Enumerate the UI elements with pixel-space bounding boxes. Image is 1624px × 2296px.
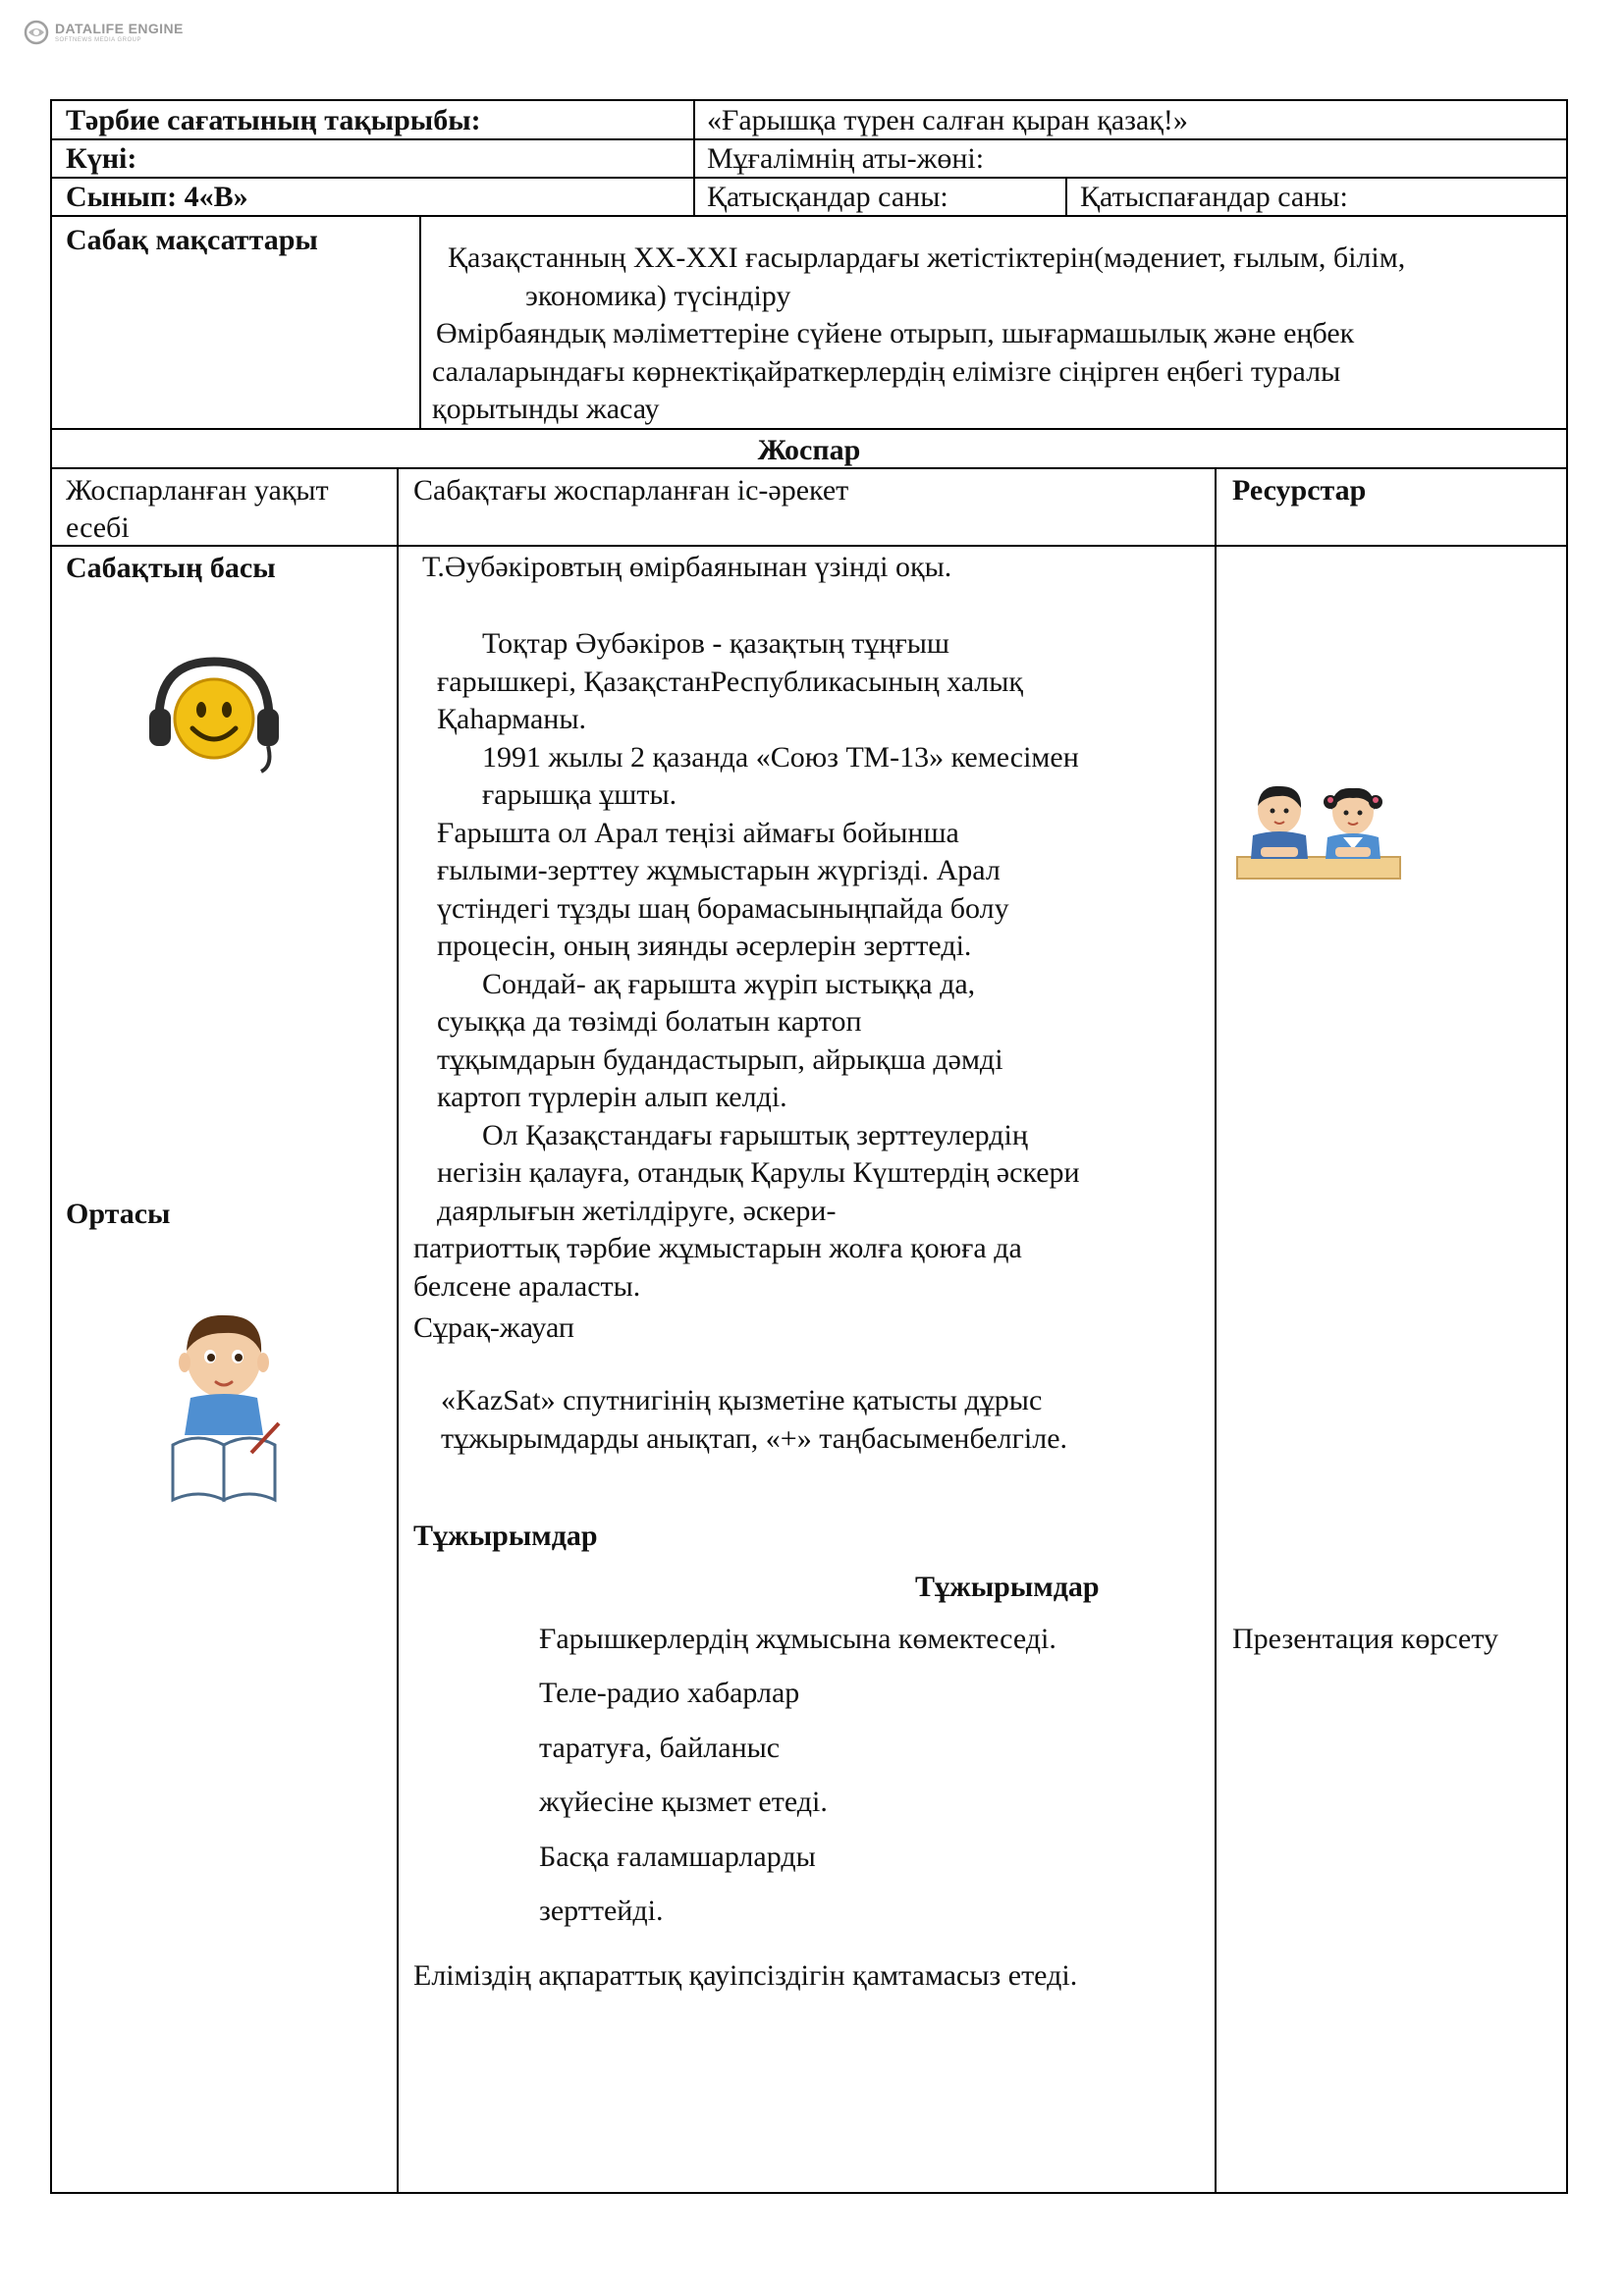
col-divider — [693, 99, 695, 217]
watermark — [24, 20, 184, 45]
table-border-left — [50, 99, 52, 2194]
col-header-time-1: Жоспарланған уақыт — [66, 474, 329, 507]
bio-line: ғарышқа ұшты. — [482, 778, 677, 811]
topic-label: Тәрбие сағатының тақырыбы: — [66, 104, 481, 136]
teacher-label: Мұғалімнің аты-жөні: — [707, 142, 985, 175]
headphones-smiley-image — [145, 656, 283, 777]
intro-text: Т.Әубәкіровтың өмірбаянынан үзінді оқы. — [422, 551, 952, 583]
present-count-label: Қатысқандар саны: — [707, 181, 948, 213]
eye-logo-icon — [24, 20, 49, 45]
bio-line: ғылыми-зерттеу жұмыстарын жүргізді. Арал — [437, 854, 1001, 886]
plan-title: Жоспар — [757, 434, 861, 466]
bio-line: Ол Қазақстандағы ғарыштық зерттеулердің — [482, 1118, 1028, 1151]
objective-line: экономика) түсіндіру — [525, 279, 791, 312]
statements-heading: Тұжырымдар — [413, 1520, 598, 1552]
watermark-title: DATALIFE ENGINE — [55, 21, 184, 36]
statement-item: зерттейді. — [539, 1895, 664, 1927]
qa-label: Сұрақ-жауап — [413, 1311, 574, 1344]
objective-line: Өмірбаяндық мәліметтеріне сүйене отырып, шығармашылық және еңбек — [436, 317, 1355, 349]
boy-reading-image — [165, 1308, 288, 1509]
row-divider — [50, 545, 1568, 547]
watermark-subtitle: SOFTNEWS MEDIA GROUP — [55, 37, 142, 43]
bio-line: тұқымдарын будандастырып, айрықша дәмді — [437, 1042, 1003, 1076]
task-line: «KazSat» спутнигінің қызметіне қатысты дұрыс — [441, 1384, 1043, 1416]
bio-text — [413, 625, 1080, 1306]
col-divider — [419, 215, 421, 430]
date-label: Күні: — [66, 142, 137, 175]
stage-start-label: Сабақтың басы — [66, 552, 276, 584]
bio-line: процесін, оның зиянды әсерлерін зерттеді. — [437, 930, 972, 962]
bio-line: Ғарышта ол Арал теңізі аймағы бойынша — [437, 816, 959, 849]
objectives-text — [432, 240, 1405, 429]
statement-item: жүйесіне қызмет етеді. — [539, 1786, 828, 1818]
bio-line: белсене араласты. — [413, 1269, 641, 1303]
task-text — [441, 1382, 1067, 1458]
col-divider — [1215, 467, 1217, 2194]
statement-item: Басқа ғаламшарларды — [539, 1841, 816, 1873]
bio-line: 1991 жылы 2 қазанда «Союз ТМ-13» кемесімен — [482, 740, 1079, 774]
resource-text: Презентация көрсету — [1232, 1623, 1499, 1655]
table-border-top — [50, 99, 1568, 101]
objective-line: салаларындағы көрнектіқайраткерлердің елімізге сіңірген еңбегі туралы — [432, 354, 1341, 388]
stage-middle-label: Ортасы — [66, 1198, 171, 1230]
objectives-label: Сабақ мақсаттары — [66, 224, 318, 256]
col-divider — [397, 467, 399, 2194]
bio-line: картоп түрлерін алып келді. — [437, 1081, 787, 1113]
bio-line: Сондай- ақ ғарышта жүріп ыстыққа да, — [482, 967, 976, 1000]
bio-line: даярлығын жетілдіруге, әскери- — [437, 1194, 837, 1227]
absent-count-label: Қатыспағандар саны: — [1080, 181, 1348, 213]
col-divider — [1065, 177, 1067, 217]
bio-line: Тоқтар Әубәкіров - қазақтың тұңғыш — [482, 627, 950, 660]
objective-line: Қазақстанның XX-XXI ғасырлардағы жетістіктерін(мәдениет, ғылым, білім, — [448, 241, 1406, 274]
bio-line: ғарышкері, ҚазақстанРеспубликасының халық — [437, 665, 1024, 698]
pupils-at-desk-image — [1235, 780, 1402, 888]
statements-heading-right: Тұжырымдар — [915, 1571, 1100, 1603]
col-header-activity: Сабақтағы жоспарланған іс-әрекет — [413, 474, 849, 507]
bio-line: патриоттық тәрбие жұмыстарын жолға қоюға да — [413, 1232, 1022, 1264]
bio-line: Қаһарманы. — [437, 703, 586, 735]
last-statement: Еліміздің ақпараттық қауіпсіздігін қамтамасыз етеді. — [413, 1959, 1078, 1992]
topic-value: «Ғарышқа түрен салған қыран қазақ!» — [707, 104, 1188, 136]
statement-item: Ғарышкерлердің жұмысына көмектеседі. — [539, 1623, 1056, 1655]
table-border-right — [1566, 99, 1568, 2194]
bio-line: үстіндегі тұзды шаң борамасыныңпайда болу — [437, 891, 1009, 925]
objective-line: қорытынды жасау — [432, 393, 660, 425]
bio-line: суыққа да төзімді болатын картоп — [437, 1005, 862, 1038]
table-border-bottom — [50, 2192, 1568, 2194]
col-header-time-2: есебі — [66, 511, 130, 544]
col-header-resources: Ресурстар — [1232, 474, 1367, 507]
bio-line: негізін қалауға, отандық Қарулы Күштердің әскери — [437, 1156, 1080, 1189]
statement-item: таратуға, байланыс — [539, 1732, 781, 1764]
class-label: Сынып: 4«В» — [66, 181, 248, 213]
task-line: тұжырымдарды анықтап, «+» таңбасыменбелгіле. — [441, 1421, 1068, 1455]
statement-item: Теле-радио хабарлар — [539, 1677, 800, 1709]
